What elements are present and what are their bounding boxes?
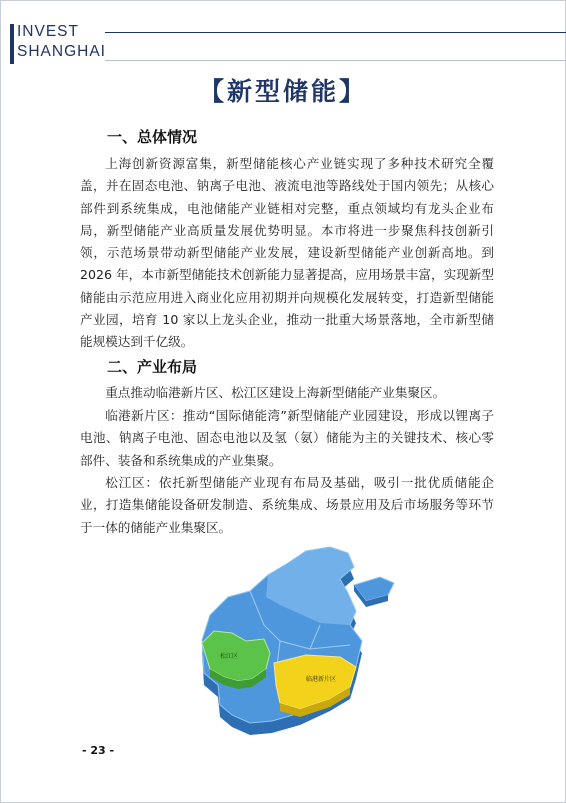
section-heading-layout: 二、产业布局 — [107, 358, 198, 376]
header-rule-bottom — [105, 60, 566, 61]
section-heading-overview: 一、总体情况 — [107, 128, 198, 146]
shanghai-map-graphic — [180, 545, 400, 745]
brand-accent-bar — [10, 24, 14, 64]
header-rule-top — [105, 32, 566, 33]
brand-logo — [17, 22, 106, 62]
songjiang-paragraph: 松江区：依托新型储能产业现有布局及基础，吸引一批优质储能企业，打造集储能设备研发制造、系统集成、场景应用及后市场服务等环节于一体的储能产业集聚区。 — [80, 475, 494, 535]
lingang-paragraph: 临港新片区：推动“国际储能湾”新型储能产业园建设，形成以锂离子电池、钠离子电池、固态电池以及氢（氨）储能为主的关键技术、核心零部件、装备和系统集成的产业集聚。 — [80, 408, 494, 468]
brand-line-1: INVEST — [17, 23, 79, 40]
map-label-lingang: 临港新片区 — [306, 676, 337, 683]
map-label-songjiang: 松江区 — [220, 653, 239, 660]
page-title: 【新型储能】 — [198, 77, 367, 106]
shanghai-map — [180, 545, 400, 745]
layout-intro-paragraph: 重点推动临港新片区、松江区建设上海新型储能产业集聚区。 — [105, 385, 446, 400]
page-number: - 23 - — [82, 744, 115, 757]
overview-paragraph: 上海创新资源富集，新型储能核心产业链实现了多种技术研究全覆盖，并在固态电池、钠离子电池、液流电池等路线处于国内领先；从核心部件到系统集成，电池储能产业链相对完整，重点领域均有龙头企业布局，新型储能产业高质量发展优势明显。本市将进一步聚焦科技创新引领，示范场景带动新型储能产业发展，建设新型储能产业创新高地。到 2026 年，本市新型储能技术创新能力显著提高，应用场景丰富，实现新型储能由示范应用进入商业化应用初期并向规模化发展转变，打造新型储能产业园，培育 10 家以上龙头企业，推动一批重大场景落地，全市新型储能规模达到千亿级。 — [80, 156, 494, 350]
brand-line-2: SHANGHAI — [17, 43, 106, 60]
